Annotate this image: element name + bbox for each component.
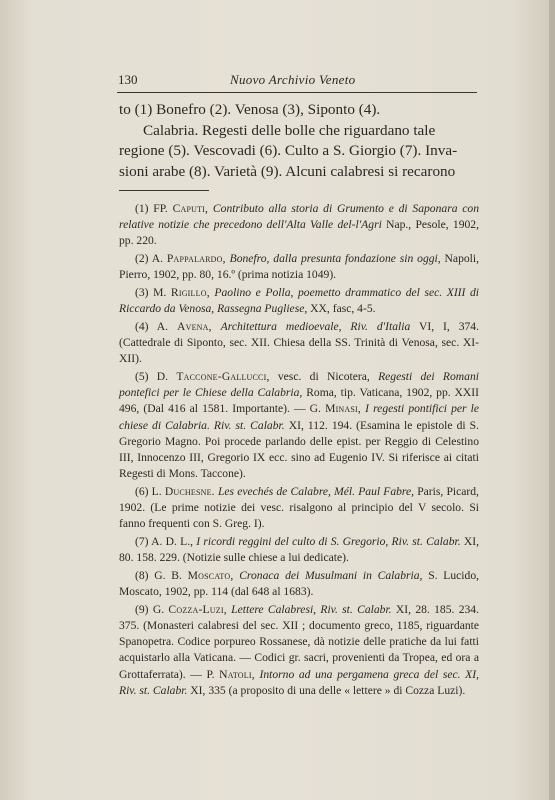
footnote-text: XX, fasc, 4-5. bbox=[310, 302, 376, 316]
footnote-number: (7) A. D. L., bbox=[135, 535, 194, 549]
footnote-number: (4) A. bbox=[135, 319, 169, 333]
footnote-title: I regesti pontifici per le chiese di Calabria. Riv. st. Calabr. bbox=[119, 402, 479, 432]
footnote-author: Moscato, bbox=[187, 568, 234, 582]
footnote-9 bbox=[119, 602, 479, 699]
footnote-title: Regesti dei Romani pontefici per le Chiese della Calabria, bbox=[119, 370, 479, 400]
page-header bbox=[118, 72, 478, 90]
footnote-text: XI, 112. 194. (Esamina le epistole di S. Gregorio Magno. Poi procede parlando delle epist. per Reggio di Celestino III, Innocenzo III, Gregorio IX ecc. sino ad Eugenio IV. Si riferisce ai citati Regesti di Mons. Taccone). bbox=[119, 418, 479, 481]
footnote-5 bbox=[119, 369, 479, 482]
footnote-number: (2) A. bbox=[135, 252, 164, 266]
footnote-author: Pappalardo, bbox=[166, 252, 226, 266]
footnote-text: Paris, Picard, 1902. (Le prime notizie dei vesc. risalgono al principio del V secolo. Si fanno frequenti con S. Greg. I). bbox=[119, 484, 479, 531]
footnote-author: Natoli, bbox=[219, 667, 255, 681]
footnote-2 bbox=[119, 251, 479, 283]
footnote-6 bbox=[119, 484, 479, 533]
page-number: 130 bbox=[118, 72, 138, 87]
page-edge bbox=[549, 0, 555, 800]
body-line: regione (5). Vescovadi (6). Culto a S. Giorgio (7). Inva- bbox=[119, 142, 458, 159]
body-line: sioni arabe (8). Varietà (9). Alcuni calabresi si recarono bbox=[119, 162, 456, 180]
footnote-text: XI, 335 (a proposito di una delle « lettere » di Cozza Luzi). bbox=[190, 683, 466, 697]
footnote-number: (6) L. bbox=[135, 484, 162, 498]
body-text bbox=[119, 100, 479, 182]
footnote-text: vesc. di Nicotera, bbox=[277, 370, 370, 384]
footnote-text: Nap., Pesole, 1902, pp. 220. bbox=[119, 218, 479, 248]
footnote-number: (5) D. bbox=[135, 370, 169, 384]
footnote-text: XI, 28. 185. 234. 375. (Monasteri calabresi del sec. XII ; documento greco, 1185, riguardante Spanopetra. Codice porpureo Rossanese, dà notizie delle pratiche da lui fatti acquistarlo alla Vaticana. — Codici gr. sacri, provenienti da Tropea, ed ora a Grottaferrata). — P. bbox=[119, 602, 479, 681]
footnote-title: Contributo alla storia di Grumento e di Saponara con relative notizie che precedono dell'Alta Valle del-l'Agri bbox=[119, 202, 479, 232]
header-rule bbox=[117, 92, 477, 93]
body-line: Calabria. Regesti delle bolle che riguardano tale bbox=[143, 121, 436, 139]
footnote-title: Paolino e Polla, poemetto drammatico del sec. XIII di Riccardo da Venosa, Rassegna Pugliese, bbox=[119, 286, 480, 316]
footnote-separator bbox=[119, 190, 209, 191]
footnote-1 bbox=[119, 201, 479, 250]
footnote-title: Lettere Calabresi, Riv. st. Calabr. bbox=[231, 602, 392, 616]
footnote-author: Duchesne. bbox=[164, 484, 215, 498]
footnote-text: VI, I, 374. (Cattedrale di Siponto, sec. XII. Chiesa della SS. Trinità di Venosa, sec. XI-XII). bbox=[119, 319, 479, 366]
footnote-7 bbox=[119, 534, 479, 566]
footnote-text: XI, 80. 158. 229. (Notizie sulle chiese a lui dedicate). bbox=[119, 535, 480, 565]
footnote-author: Taccone-Gallucci, bbox=[176, 370, 270, 384]
footnote-number: (1) FP. bbox=[135, 202, 168, 215]
footnote-title: Intorno ad una pergamena greca del sec. XI, Riv. st. Calabr. bbox=[119, 667, 480, 697]
footnote-number: (3) M. bbox=[135, 286, 167, 300]
footnote-title: Cronaca dei Musulmani in Calabria, bbox=[239, 568, 423, 582]
footnote-title: Bonefro, dalla presunta fondazione sin oggi, bbox=[229, 252, 441, 266]
footnote-author: Rigillo, bbox=[170, 286, 210, 300]
footnote-title: Les evechés de Calabre, Mél. Paul Fabre, bbox=[217, 484, 415, 498]
footnote-text: Roma, tip. Vaticana, 1902, pp. XXII 496, (Dal 416 al 1581. Importante). — G. bbox=[119, 386, 479, 416]
footnote-text: S. Lucido, Moscato, 1902, pp. 114 (dal 648 al 1683). bbox=[119, 568, 480, 599]
footnote-author: Avena, bbox=[177, 319, 212, 333]
footnote-author: Cozza-Luzi, bbox=[168, 602, 227, 616]
footnote-4 bbox=[119, 319, 479, 368]
footnote-3 bbox=[119, 285, 479, 317]
footnote-text: Napoli, Pierro, 1902, pp. 80, 16.º (prima notizia 1049). bbox=[119, 252, 479, 282]
body-line: to (1) Bonefro (2). Venosa (3), Siponto (4). bbox=[119, 101, 381, 118]
running-title: Nuovo Archivio Veneto bbox=[230, 72, 356, 87]
footnote-author: Caputi, bbox=[172, 202, 209, 215]
footnotes bbox=[119, 201, 479, 701]
footnote-number: (9) G. bbox=[135, 602, 165, 616]
footnote-title: I ricordi reggini del culto di S. Gregorio, Riv. st. Calabr. bbox=[196, 535, 461, 549]
footnote-number: (8) G. B. bbox=[135, 568, 182, 582]
footnote-title: Architettura medioevale, Riv. d'Italia bbox=[220, 319, 411, 333]
footnote-8 bbox=[119, 568, 479, 600]
footnote-author: Minasi, bbox=[325, 402, 362, 416]
